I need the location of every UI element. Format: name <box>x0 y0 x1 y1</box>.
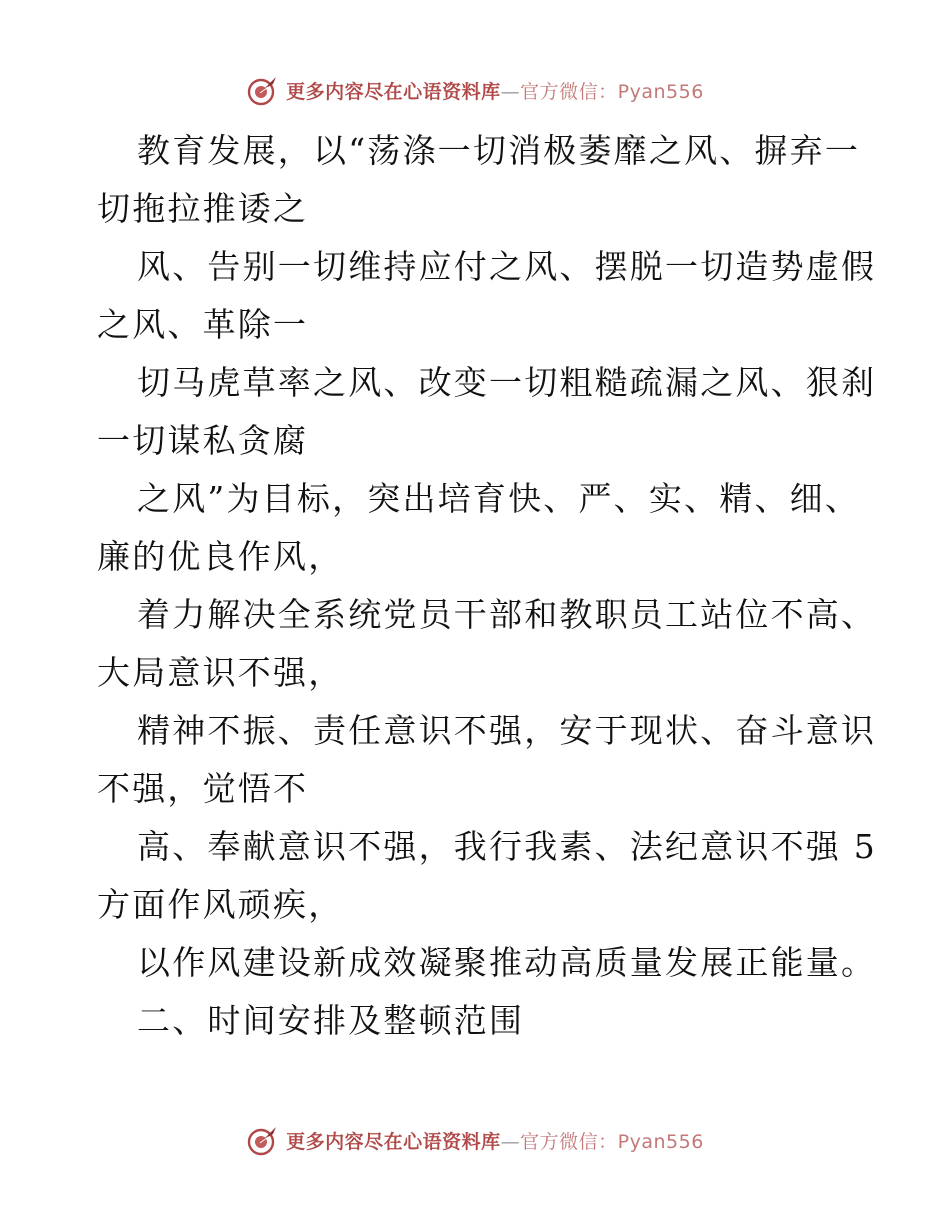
body-line: 切马虎草率之风、改变一切粗糙疏漏之风、狠刹 <box>137 363 877 402</box>
body-line: 着力解决全系统党员干部和教职员工站位不高、 <box>137 595 877 634</box>
footer-separator: — <box>500 1130 521 1153</box>
body-line: 廉的优良作风， <box>97 537 344 576</box>
body-line: 不强，觉悟不 <box>97 769 309 808</box>
body-line: 高、奉献意识不强，我行我素、法纪意识不强 5 <box>137 827 877 866</box>
body-line: 教育发展，以“荡涤一切消极萎靡之风、摒弃一 <box>137 131 861 170</box>
footer-banner <box>0 1120 950 1160</box>
body-line: 风、告别一切维持应付之风、摆脱一切造势虚假 <box>137 247 877 286</box>
header-brand: 更多内容尽在心语资料库 <box>286 80 501 103</box>
header-banner <box>0 70 950 110</box>
body-line: 以作风建设新成效凝聚推动高质量发展正能量。 <box>137 943 877 982</box>
section-heading: 二、时间安排及整顿范围 <box>137 1001 525 1040</box>
quill-logo-icon <box>246 73 280 107</box>
quill-logo-icon <box>246 1123 280 1157</box>
footer-brand: 更多内容尽在心语资料库 <box>286 1130 501 1153</box>
body-line: 大局意识不强， <box>97 653 344 692</box>
body-line: 方面作风顽疾， <box>97 885 344 924</box>
body-line: 之风、革除一 <box>97 305 309 344</box>
body-line: 精神不振、责任意识不强，安于现状、奋斗意识 <box>137 711 877 750</box>
body-line: 一切谋私贪腐 <box>97 421 309 460</box>
header-separator: — <box>500 80 521 103</box>
body-line: 切拖拉推诿之 <box>97 189 309 228</box>
footer-banner-text <box>286 1127 704 1154</box>
header-wechat: 官方微信：Pyan556 <box>520 80 704 103</box>
body-line: 之风”为目标，突出培育快、严、实、精、细、 <box>137 479 861 518</box>
header-banner-text <box>286 77 704 104</box>
footer-wechat: 官方微信：Pyan556 <box>520 1130 704 1153</box>
document-body <box>97 122 877 1050</box>
